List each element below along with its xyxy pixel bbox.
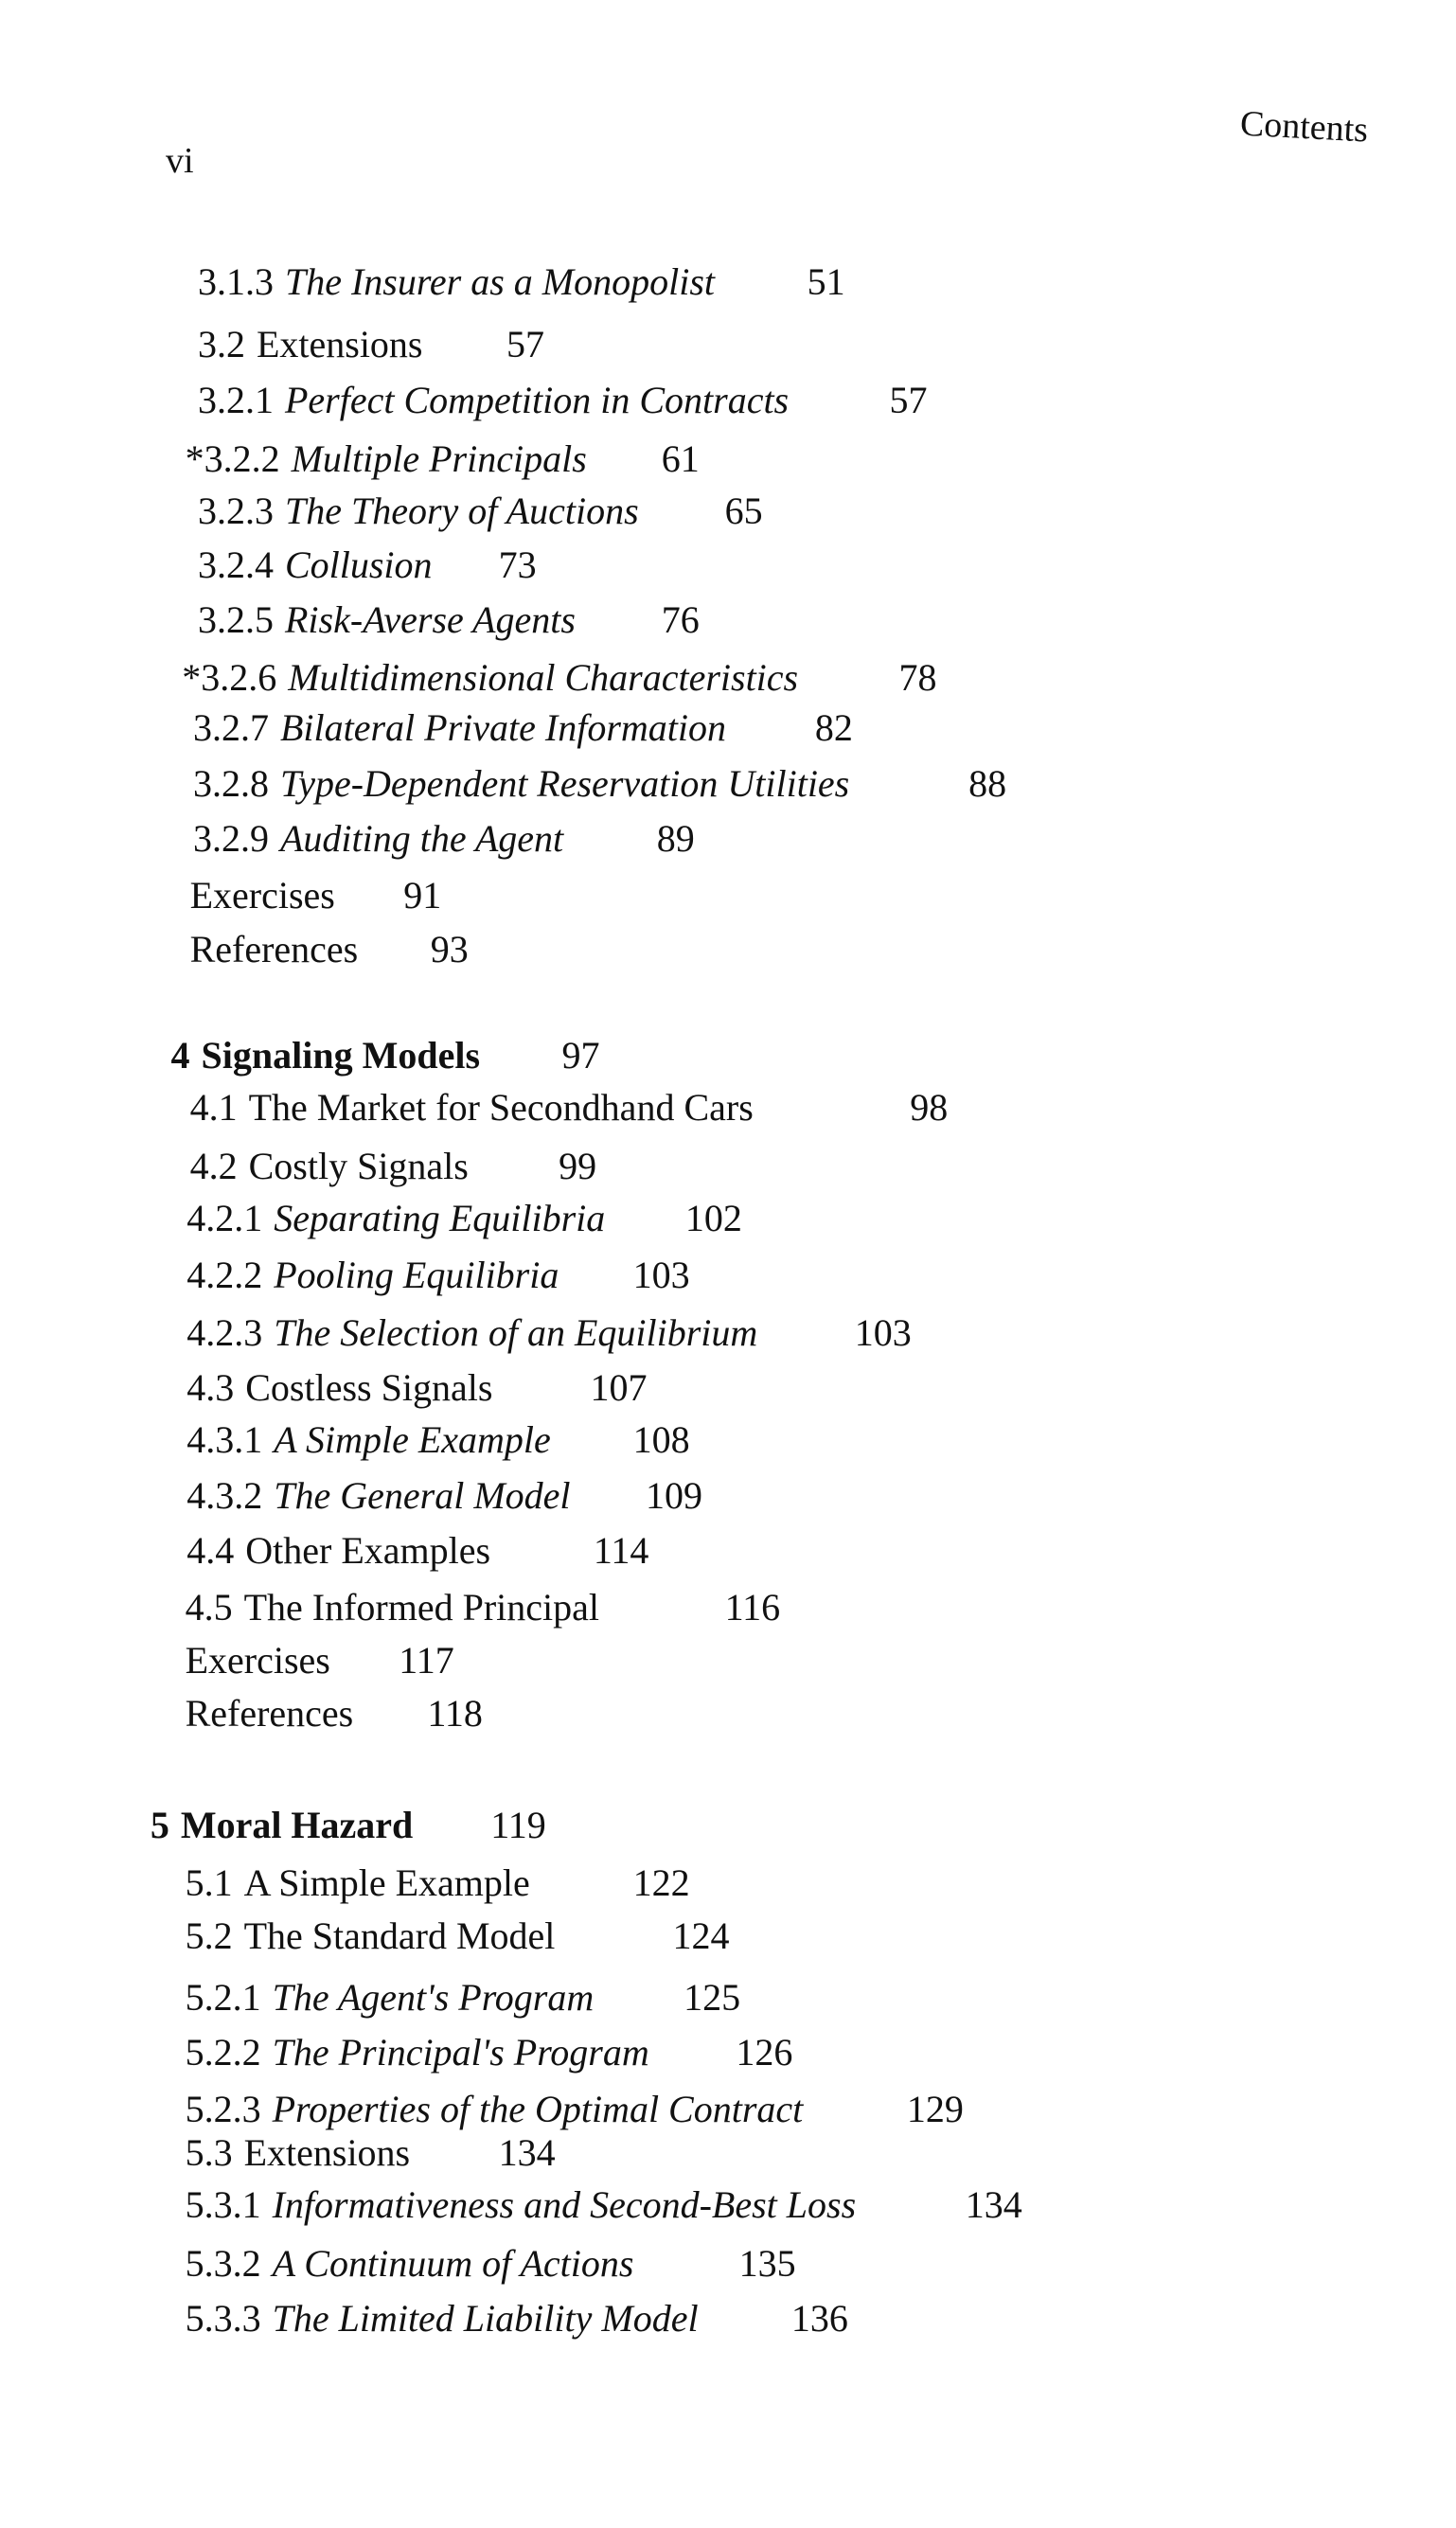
entry-number: 5.3	[185, 2130, 233, 2174]
entry-page: 129	[906, 2088, 964, 2131]
toc-entry	[170, 1034, 600, 1077]
entry-title: The General Model	[274, 1473, 571, 1517]
entry-title: Costless Signals	[245, 1366, 493, 1410]
entry-title: Other Examples	[245, 1529, 491, 1573]
toc-entry	[197, 543, 537, 586]
entry-page: 136	[790, 2297, 848, 2341]
entry-number: 4.2.3	[186, 1310, 263, 1354]
page-number: vi	[166, 141, 194, 181]
entry-number: 5.3.3	[185, 2297, 261, 2341]
entry-title: A Simple Example	[243, 1861, 530, 1905]
toc-entry	[189, 1145, 597, 1188]
entry-number: 5.3.1	[185, 2182, 261, 2226]
toc-entry	[185, 2297, 848, 2341]
entry-page: 57	[889, 378, 928, 421]
entry-number: 5	[150, 1803, 169, 1846]
toc-entry	[186, 1197, 742, 1240]
entry-page: 97	[561, 1034, 600, 1077]
entry-number: 3.2.8	[192, 761, 269, 805]
entry-number: 5.3.2	[185, 2241, 261, 2285]
toc-entry	[192, 761, 1007, 805]
entry-number: 4.2	[189, 1145, 238, 1188]
entry-title: Pooling Equilibria	[274, 1254, 559, 1297]
entry-title: Extensions	[256, 323, 423, 366]
toc-entry	[189, 1086, 949, 1130]
entry-title: The Theory of Auctions	[284, 489, 639, 532]
entry-title: Risk-Averse Agents	[284, 598, 576, 642]
entry-title: Signaling Models	[201, 1034, 481, 1077]
toc-entry	[186, 1418, 690, 1462]
entry-page: 119	[490, 1803, 546, 1846]
entry-page: 57	[506, 323, 544, 366]
entry-title: The Principal's Program	[272, 2031, 649, 2074]
entry-page: 125	[684, 1975, 741, 2019]
toc-entry	[150, 1803, 546, 1846]
entry-page: 99	[559, 1145, 597, 1188]
entry-number: 4.3.2	[186, 1473, 263, 1517]
entry-page: 78	[898, 655, 937, 699]
entry-title: The Standard Model	[243, 1914, 556, 1957]
entry-title: Costly Signals	[248, 1145, 469, 1188]
entry-number: 4.2.1	[186, 1197, 263, 1240]
toc-entry	[185, 2130, 556, 2174]
entry-title: Multidimensional Characteristics	[288, 655, 799, 699]
entry-number: 4.1	[189, 1086, 238, 1130]
toc-entry	[185, 1914, 730, 1957]
entry-page: 108	[632, 1418, 690, 1462]
entry-title: Informativeness and Second-Best Loss	[272, 2182, 857, 2226]
toc-entry	[186, 1254, 690, 1297]
entry-number: 5.1	[185, 1861, 233, 1905]
entry-title: Exercises	[189, 874, 335, 917]
entry-title: Perfect Competition in Contracts	[284, 378, 790, 421]
entry-number: 4.5	[185, 1586, 233, 1629]
toc-entry	[186, 1529, 649, 1573]
entry-title: Moral Hazard	[180, 1803, 414, 1846]
entry-title: Bilateral Private Information	[279, 706, 726, 749]
entry-number: 3.2.3	[197, 489, 274, 532]
toc-entry	[185, 2182, 1022, 2226]
entry-number: 3.2.7	[192, 706, 269, 749]
toc-entry	[192, 817, 695, 861]
entry-page: 126	[736, 2031, 793, 2074]
entry-number: 3.1.3	[197, 259, 274, 303]
entry-number: 3.2.4	[197, 543, 274, 586]
entry-number: 4.3	[186, 1366, 235, 1410]
toc-entry	[186, 1366, 648, 1410]
entry-page: 134	[965, 2182, 1022, 2226]
entry-page: 116	[724, 1586, 781, 1629]
toc-entry	[197, 259, 845, 303]
toc-entry	[185, 1692, 483, 1736]
entry-number: 5.2.3	[185, 2088, 261, 2131]
entry-number: 5.2.1	[185, 1975, 261, 2019]
entry-number: 4.4	[186, 1529, 235, 1573]
entry-page: 124	[672, 1914, 730, 1957]
entry-page: 93	[430, 928, 469, 971]
entry-number: *3.2.6	[182, 655, 277, 699]
entry-page: 89	[656, 817, 695, 861]
entry-title: Extensions	[243, 2130, 411, 2174]
toc-entry	[186, 1310, 912, 1354]
entry-title: Separating Equilibria	[274, 1197, 606, 1240]
toc-entry	[185, 2031, 793, 2074]
entry-page: 122	[632, 1861, 690, 1905]
entry-title: Collusion	[284, 543, 433, 586]
toc-entry	[185, 2088, 964, 2131]
entry-title: A Continuum of Actions	[272, 2241, 634, 2285]
toc-entry	[197, 598, 700, 642]
toc-entry	[189, 874, 442, 917]
entry-page: 91	[403, 874, 442, 917]
entry-page: 82	[814, 706, 853, 749]
toc-entry	[185, 1638, 454, 1682]
entry-page: 134	[498, 2130, 556, 2174]
entry-title: References	[185, 1692, 354, 1736]
entry-page: 73	[498, 543, 537, 586]
entry-page: 103	[632, 1254, 690, 1297]
entry-title: Properties of the Optimal Contract	[272, 2088, 804, 2131]
toc-entry	[185, 1975, 741, 2019]
entry-page: 114	[593, 1529, 649, 1573]
toc-entry	[182, 655, 937, 699]
entry-number: 3.2.9	[192, 817, 269, 861]
toc-entry	[192, 706, 853, 749]
entry-page: 107	[590, 1366, 648, 1410]
entry-number: 5.2.2	[185, 2031, 261, 2074]
entry-title: The Selection of an Equilibrium	[274, 1310, 758, 1354]
entry-title: The Limited Liability Model	[272, 2297, 699, 2341]
entry-title: The Informed Principal	[243, 1586, 600, 1629]
entry-page: 88	[968, 761, 1007, 805]
entry-title: The Insurer as a Monopolist	[284, 259, 716, 303]
toc-entry	[197, 378, 928, 421]
entry-title: The Agent's Program	[272, 1975, 595, 2019]
entry-title: The Market for Secondhand Cars	[248, 1086, 754, 1130]
toc-entry	[185, 2241, 796, 2285]
entry-number: 4.2.2	[186, 1254, 263, 1297]
entry-title: Exercises	[185, 1638, 330, 1682]
toc-entry	[185, 436, 700, 480]
entry-page: 61	[661, 436, 700, 480]
toc-entry	[197, 323, 544, 366]
entry-title: References	[189, 928, 359, 971]
toc-entry	[185, 1861, 690, 1905]
entry-number: 3.2	[197, 323, 245, 366]
toc-entry	[186, 1473, 703, 1517]
entry-page: 51	[807, 259, 845, 303]
entry-number: 3.2.1	[197, 378, 274, 421]
entry-title: Type-Dependent Reservation Utilities	[279, 761, 850, 805]
entry-page: 103	[854, 1310, 912, 1354]
running-title: Contents	[1238, 103, 1370, 151]
entry-page: 102	[684, 1197, 742, 1240]
entry-page: 135	[738, 2241, 796, 2285]
entry-number: 4	[170, 1034, 190, 1077]
entry-page: 117	[399, 1638, 454, 1682]
entry-number: 4.3.1	[186, 1418, 263, 1462]
entry-title: A Simple Example	[274, 1418, 551, 1462]
entry-title: Auditing the Agent	[279, 817, 564, 861]
entry-number: *3.2.2	[185, 436, 280, 480]
entry-page: 118	[427, 1692, 483, 1736]
entry-number: 3.2.5	[197, 598, 274, 642]
toc-entry	[189, 928, 469, 971]
entry-page: 98	[910, 1086, 949, 1130]
entry-title: Multiple Principals	[291, 436, 587, 480]
entry-page: 109	[646, 1473, 703, 1517]
toc-entry	[197, 489, 763, 532]
entry-page: 76	[661, 598, 700, 642]
entry-page: 65	[724, 489, 763, 532]
toc-entry	[185, 1586, 781, 1629]
entry-number: 5.2	[185, 1914, 233, 1957]
